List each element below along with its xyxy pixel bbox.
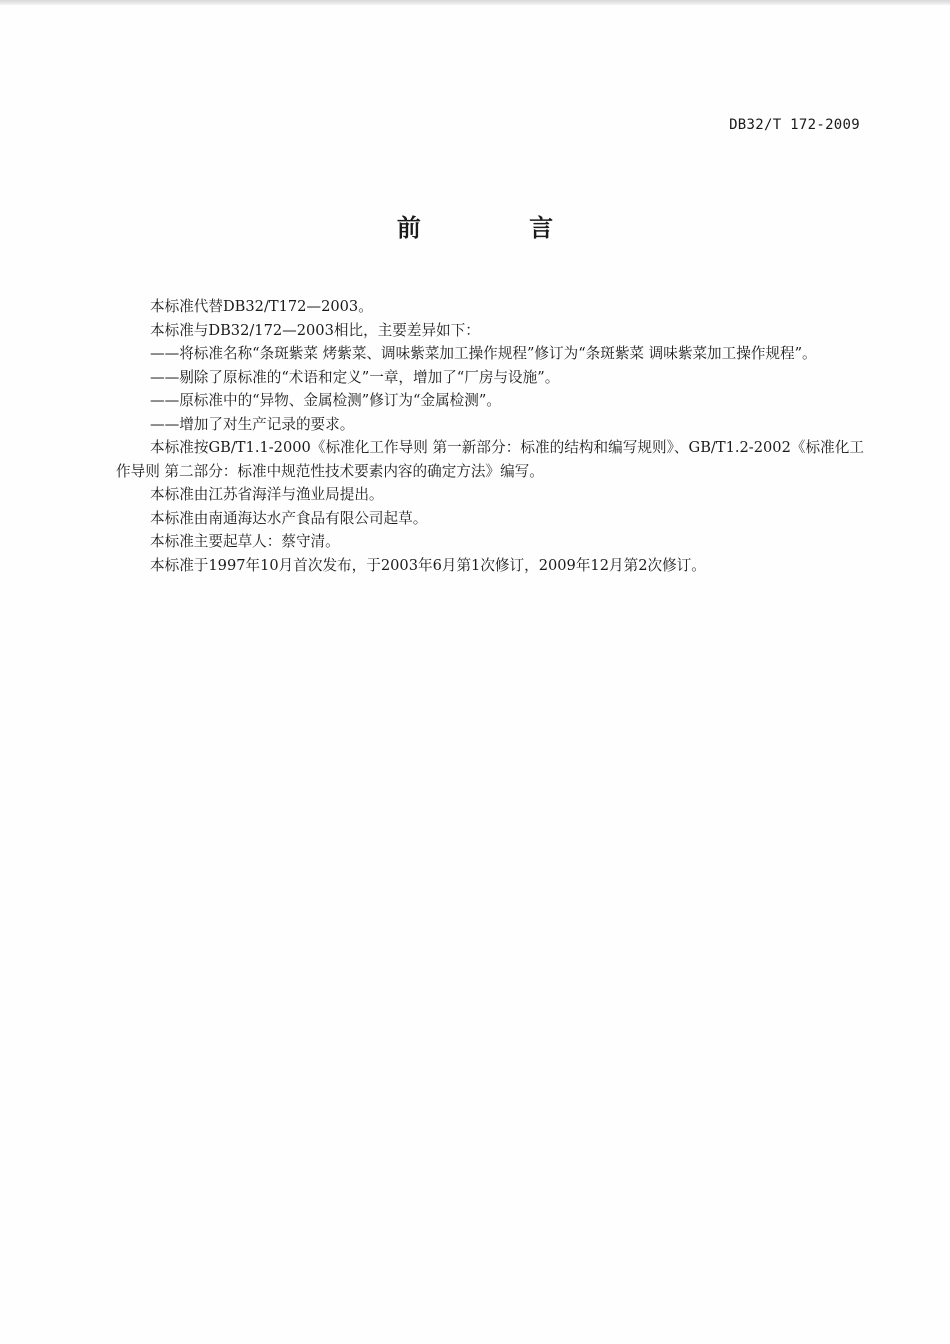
paragraph-change-title: ——将标准名称“条斑紫菜 烤紫菜、调味紫菜加工操作规程”修订为“条斑紫菜 调味紫菜加工操作规程”。	[150, 345, 817, 362]
paragraph-proposer: 本标准由江苏省海洋与渔业局提出。	[150, 486, 384, 503]
paragraph-drafter-org: 本标准由南通海达水产食品有限公司起草。	[150, 509, 428, 527]
paragraph-main-drafter: 本标准主要起草人：蔡守清。	[150, 533, 340, 550]
paragraph-change-terms: ——剔除了原标准的“术语和定义”一章，增加了“厂房与设施”。	[150, 368, 560, 386]
paragraph-change-detection: ——原标准中的“异物、金属检测”修订为“金属检测”。	[150, 392, 501, 409]
foreword-body	[116, 295, 864, 577]
paragraph-change-records: ——增加了对生产记录的要求。	[150, 415, 355, 433]
document-code: DB32/T 172-2009	[729, 117, 860, 133]
scan-edge	[0, 0, 950, 5]
paragraph-drafting-rules: 本标准按GB/T1.1-2000《标准化工作导则 第一新部分：标准的结构和编写规则》、GB/T1.2-2002《标准化工作导则 第二部分：标准中规范性技术要素内容的确定方法》编写。	[116, 439, 864, 480]
page-title: 前 言	[396, 214, 604, 242]
paragraph-differences-intro: 本标准与DB32/172—2003相比，主要差异如下：	[150, 321, 480, 339]
paragraph-history: 本标准于1997年10月首次发布，于2003年6月第1次修订，2009年12月第2次修订。	[150, 556, 706, 574]
paragraph-replaces: 本标准代替DB32/T172—2003。	[150, 298, 373, 315]
